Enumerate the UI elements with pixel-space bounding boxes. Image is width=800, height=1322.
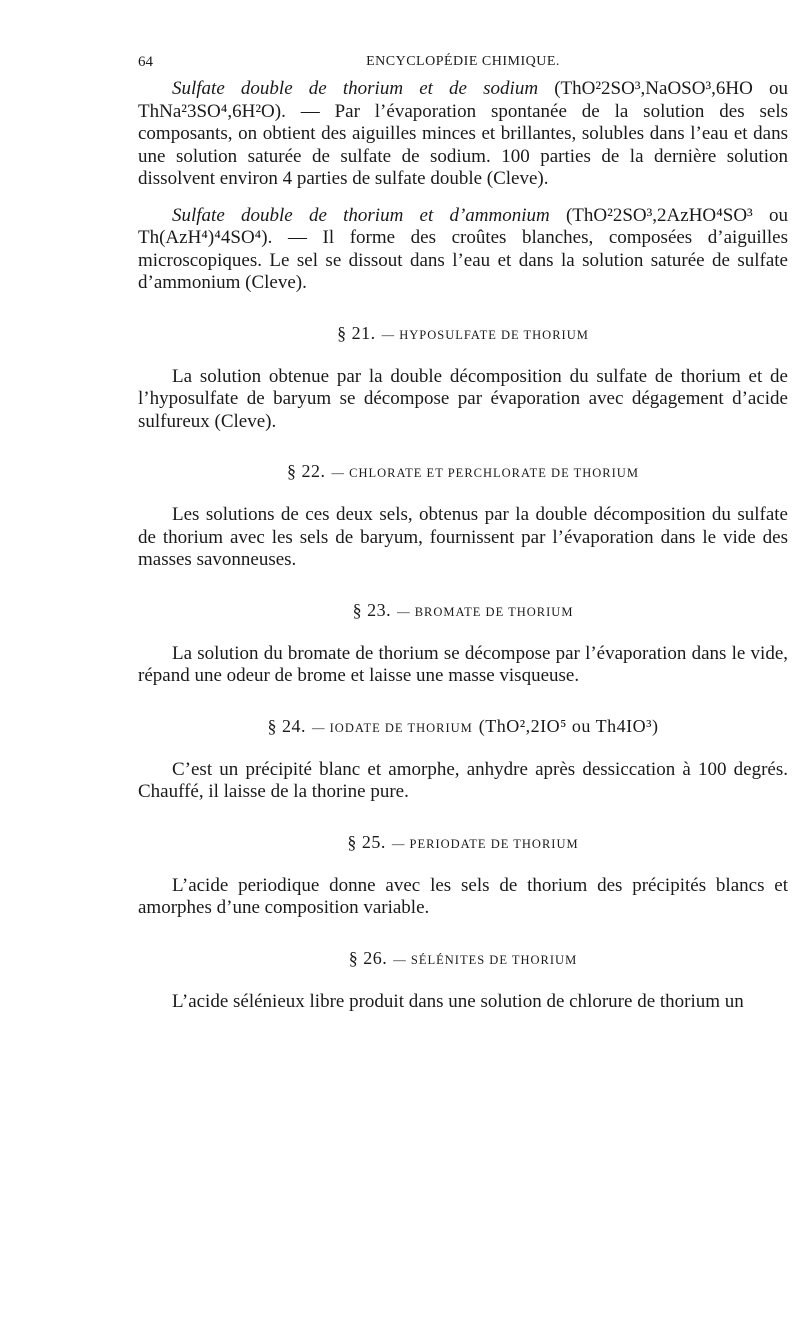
paragraph-chlorate bbox=[138, 504, 788, 572]
section-title: — IODATE DE THORIUM bbox=[312, 720, 473, 735]
paragraph-text: L’acide periodique donne avec les sels de thorium des précipités blancs et amorphes d’une composition variable. bbox=[138, 874, 788, 918]
section-heading-24 bbox=[138, 716, 788, 737]
section-number: § 26. bbox=[348, 947, 388, 968]
section-formula: (ThO²,2IO⁵ ou Th4IO³) bbox=[478, 715, 659, 736]
paragraph-text: La solution obtenue par la double décomposition du sulfate de thorium et de l’hyposulfate de baryum se décompose par évaporation avec dégagement d’acide sulfureux (Cleve). bbox=[138, 365, 788, 432]
paragraph-lead: Sulfate double de thorium et de sodium bbox=[172, 78, 539, 99]
paragraph-sulfate-ammonium bbox=[138, 205, 788, 295]
paragraph-text: (ThO²2SO³,NaOSO³,6HO ou ThNa²3SO⁴,6H²O). — Par l’évaporation spontanée de la solution des sels composants, on obtient des aiguilles minces et brillantes, solubles dans l’eau et dans une solution saturée de sulfate de sodium. 100 parties de la dernière solution dissolvent environ 4 parties de sulfate double (Cleve). bbox=[138, 78, 788, 189]
paragraph-iodate bbox=[138, 759, 788, 804]
running-head bbox=[138, 54, 788, 74]
page-body bbox=[138, 78, 788, 1013]
paragraph-lead: Sulfate double de thorium et d’ammonium bbox=[172, 204, 550, 226]
section-heading-25 bbox=[138, 832, 788, 853]
paragraph-text: Les solutions de ces deux sels, obtenus par la double décomposition du sulfate de thorium avec les sels de baryum, fournissent par l’évaporation dans le vide des masses savonneuses. bbox=[138, 504, 788, 570]
section-title: — SÉLÉNITES DE THORIUM bbox=[393, 952, 578, 967]
section-heading-23 bbox=[138, 600, 788, 621]
section-title: — CHLORATE ET PERCHLORATE DE THORIUM bbox=[331, 466, 639, 480]
paragraph-hyposulfate bbox=[138, 366, 788, 434]
paragraph-periodate bbox=[138, 875, 788, 920]
section-number: § 22. bbox=[287, 461, 326, 481]
section-number: § 25. bbox=[347, 831, 386, 852]
paragraph-text: (ThO²2SO³,2AzHO⁴SO³ ou Th(AzH⁴)⁴4SO⁴). — Il forme des croûtes blanches, composées d’aiguilles microscopiques. Le sel se dissout dans l’eau et dans la solution saturée de sulfate d’ammonium (Cleve). bbox=[138, 204, 788, 293]
paragraph-sulfate-sodium bbox=[138, 78, 788, 191]
paragraph-text: La solution du bromate de thorium se décompose par l’évaporation dans le vide, répand une odeur de brome et laisse une masse visqueuse. bbox=[138, 642, 788, 686]
section-number: § 23. bbox=[352, 599, 392, 620]
running-title: ENCYCLOPÉDIE CHIMIQUE. bbox=[366, 54, 560, 69]
section-title: — BROMATE DE THORIUM bbox=[397, 604, 574, 619]
section-number: § 24. bbox=[267, 715, 306, 736]
page-number: 64 bbox=[138, 54, 153, 70]
spacer bbox=[138, 191, 788, 205]
paragraph-text: C’est un précipité blanc et amorphe, anhydre après dessiccation à 100 degrés. Chauffé, il laisse de la thorine pure. bbox=[138, 758, 788, 802]
paragraph-selenites bbox=[138, 991, 788, 1014]
paragraph-bromate bbox=[138, 643, 788, 688]
section-heading-22 bbox=[138, 461, 788, 482]
paragraph-text: L’acide sélénieux libre produit dans une solution de chlorure de thorium un bbox=[172, 990, 744, 1012]
section-title: — PERIODATE DE THORIUM bbox=[391, 836, 579, 851]
section-title: — HYPOSULFATE DE THORIUM bbox=[381, 327, 589, 342]
section-number: § 21. bbox=[337, 322, 376, 343]
section-heading-26 bbox=[138, 948, 788, 969]
section-heading-21 bbox=[138, 323, 788, 344]
